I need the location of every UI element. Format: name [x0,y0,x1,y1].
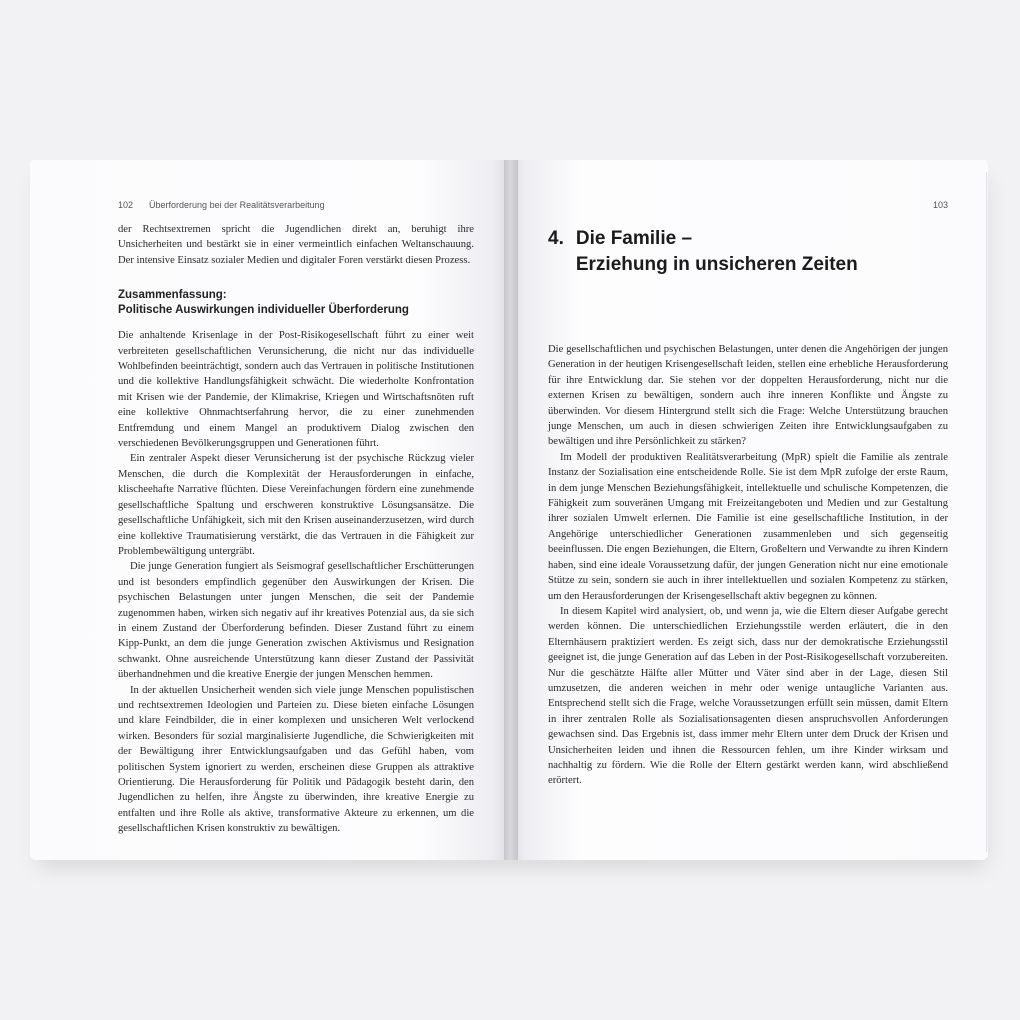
chapter-number: 4. [548,228,564,249]
left-running-head [118,200,474,212]
right-page [510,160,988,860]
chapter-title-line2: Erziehung in unsicheren Zeiten [575,254,858,275]
right-running-head [548,200,948,212]
open-book [30,160,990,860]
section-heading-line2: Politische Auswirkungen individueller Überforderung [118,304,409,317]
right-paragraph: Im Modell der produktiven Realitätsverarbeitung (MpR) spielt die Familie als zentrale Instanz der Sozialisation eine entscheidende Rolle. Sie ist dem MpR zufolge der erste Raum, in dem junge Menschen Beziehungsfähigkeit, intellektuelle und schulische Kompetenzen, die Fähigkeit zum souveränen Umgang mit Freizeitangeboten und Medien und zur Gestaltung ihrer sozialen Umwelt erlernen. Die Familie ist eine gesellschaftliche Institution, in der Angehörige unterschiedlicher Generationen zusammenleben und sich gegenseitig beeinflussen. Die engen Beziehungen, die Eltern, Großeltern und Verwandte zu ihren Kindern haben, sind eine ideale Voraussetzung dafür, der jungen Generation nicht nur eine emotionale Stütze zu sein, sondern sie auch in ihrer intellektuellen und sozialen Kompetenz zu stärken, um den Herausforderungen der Krisengesellschaft aktiv begegnen zu können. [548,451,948,602]
left-intro-paragraph: der Rechtsextremen spricht die Jugendlichen direkt an, beruhigt ihre Unsicherheiten und bestärkt sie in einer vermeintlich einfachen Weltanschauung. Der intensive Einsatz sozialer Medien und digitaler Foren verstärkt diesen Prozess. [118,224,474,266]
left-page [30,160,512,860]
chapter-title [548,226,948,278]
book-gutter [504,160,518,860]
section-heading-line1: Zusammenfassung: [118,289,227,302]
section-heading [118,288,474,318]
left-paragraph: Die junge Generation fungiert als Seismograf gesellschaftlicher Erschütterungen und ist besonders empfindlich gegenüber den Auswirkungen der Krisen. Die psychischen Belastungen unter jungen Menschen, die seit der Pandemie zugenommen haben, wirken sich negativ auf ihr kreatives Potenzial aus, da sie sich in einem Zustand der Überforderung befinden. Dieser Zustand führt zu einem Kipp-Punkt, an dem die junge Generation zwischen Aktivismus und Resignation schwankt. Ohne ausreichende Unterstützung kann dieser Zustand der Passivität überhandnehmen und die kreative Energie der jungen Menschen hemmen. [118,561,474,681]
left-paragraph: Die anhaltende Krisenlage in der Post-Risikogesellschaft führt zu einer weit verbreiteten gesellschaftlichen Verunsicherung, die nicht nur das individuelle Wohlbefinden beeinträchtigt, sondern auch das Vertrauen in politische Institutionen und die kollektive Handlungsfähigkeit schwächt. Die wiederholte Konfrontation mit Krisen wie der Pandemie, der Klimakrise, Kriegen und Wirtschaftsnöten ruft eine kollektive Ohnmachtserfahrung hervor, die zu einer zunehmenden Entfremdung und einem Mangel an produktivem Dialog zwischen den verschiedenen Bevölkerungsgruppen und Generationen führt. [118,330,474,450]
right-page-number: 103 [932,200,948,210]
right-paragraph: Die gesellschaftlichen und psychischen Belastungen, unter denen die Angehörigen der jungen Generation in der heutigen Krisengesellschaft leiden, stellen eine erhebliche Herausforderung für ihre Entwicklung dar. Sie stehen vor der doppelten Herausforderung, nicht nur die externen Krisen zu bewältigen, sondern auch ihre inneren Konflikte und Ängste zu überwinden. Vor diesem Hintergrund stellt sich die Frage: Welche Unterstützung brauchen junge Menschen, um auch in diesen schwierigen Zeiten ihre Entwicklungsaufgaben zu bewältigen und ihre Persönlichkeit zu stärken? [548,344,948,448]
page-edges [986,172,988,852]
left-running-head-title: Überforderung bei der Realitätsverarbeitung [149,200,325,210]
left-paragraph: In der aktuellen Unsicherheit wenden sich viele junge Menschen populistischen und rechtsextremen Ideologien und Parteien zu. Diese bieten einfache Lösungen und klare Feindbilder, die in einer komplexen und unsicheren Welt verlockend wirken. Besonders für sozial marginalisierte Jugendliche, die Schwierigkeiten mit der Bewältigung ihrer Entwicklungsaufgaben und das Gefühl haben, vom politischen System ignoriert zu werden, erscheinen diese Gruppen als attraktive Orientierung. Die Herausforderung für Politik und Pädagogik besteht darin, den Jugendlichen zu helfen, ihre Ängste zu überwinden, ihre kreative Energie zu entfalten und ihre Rolle als aktive, transformative Akteure zu erkennen, um die gesellschaftlichen Krisen konstruktiv zu bewältigen. [118,684,474,835]
chapter-title-line1: Die Familie – [575,228,693,249]
left-paragraph: Ein zentraler Aspekt dieser Verunsicherung ist der psychische Rückzug vieler Menschen, die durch die Komplexität der Herausforderungen in einfache, klischeehafte Narrative flüchten. Diese Vereinfachungen fördern eine zunehmende gesellschaftliche Spaltung und erschweren konstruktive Lösungsansätze. Die gesellschaftliche Unfähigkeit, sich mit den Krisen auseinanderzusetzen, wird durch eine kollektive Traumatisierung verstärkt, die das Vertrauen in die Fähigkeit zur Problembewältigung untergräbt. [118,453,474,557]
left-page-number: 102 [118,200,134,210]
right-paragraph: In diesem Kapitel wird analysiert, ob, und wenn ja, wie die Eltern dieser Aufgabe gerecht werden können. Die unterschiedlichen Erziehungsstile werden erläutert, die in den Elternhäusern praktiziert werden. Es zeigt sich, dass nur der demokratische Erziehungsstil geeignet ist, die junge Generation auf das Leben in der Post-Risikogesellschaft vorzubereiten. Nur die geschätzte Hälfte aller Mütter und Väter sind aber in der Lage, diesen Stil umzusetzen, die anderen weichen in mehr oder wenige untaugliche Varianten aus. Entsprechend stellt sich die Frage, welche Voraussetzungen erfüllt sein müssen, damit Eltern in ihrer zentralen Rolle als Sozialisationsagenten diesen anspruchsvollen Anforderungen gewachsen sind. Das Ergebnis ist, dass immer mehr Eltern unter dem Druck der Krisen und Unsicherheiten leiden und ihnen die Ressourcen fehlen, um ihre Kinder wirksam und nachhaltig zu fördern. Wie die Rolle der Eltern gestärkt werden kann, wird abschließend erörtert. [548,605,948,787]
